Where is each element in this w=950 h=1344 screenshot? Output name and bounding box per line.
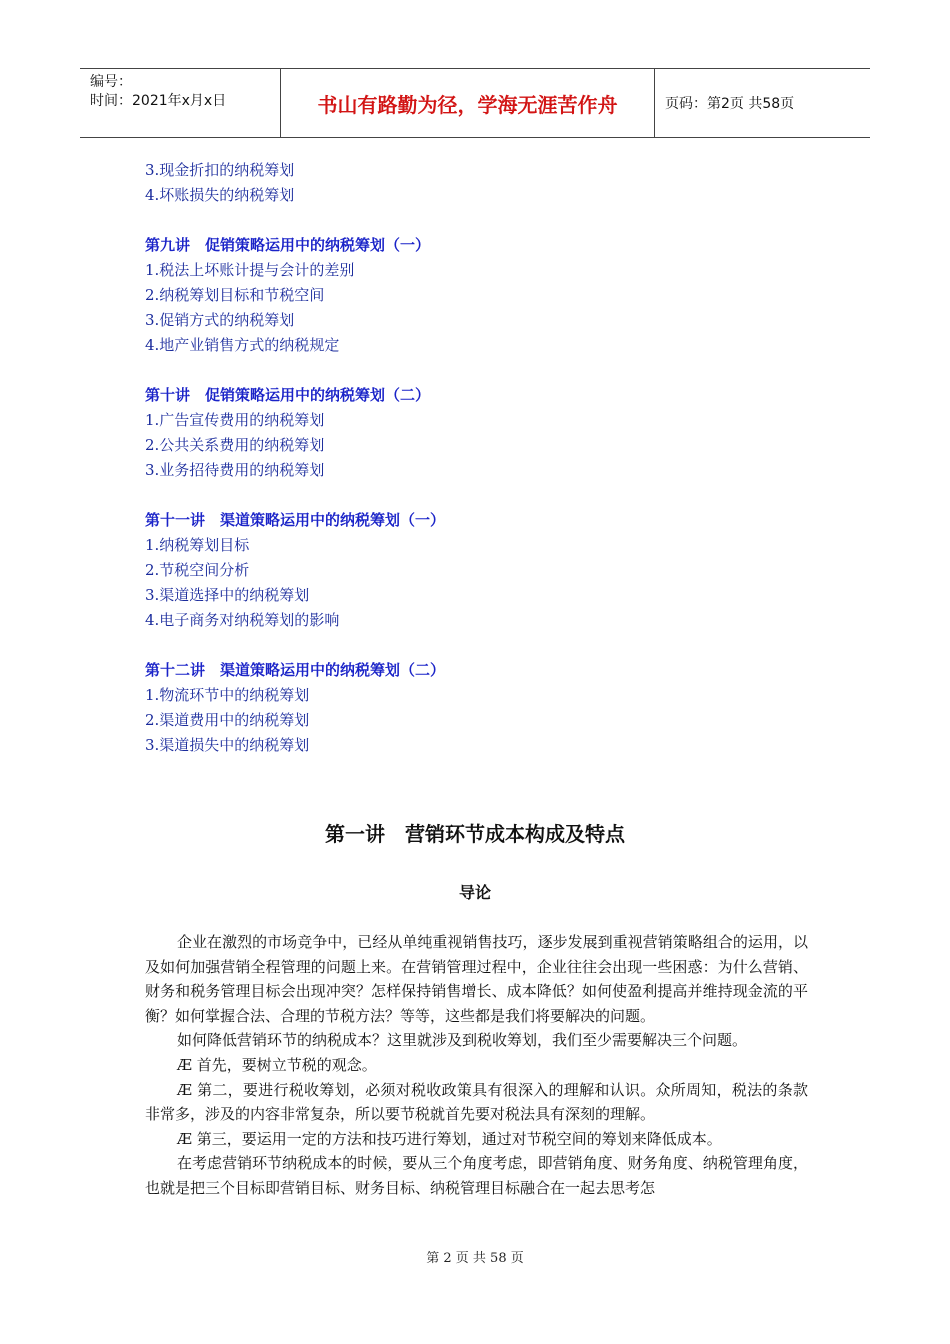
toc-item: 2.公共关系费用的纳税筹划: [145, 436, 325, 454]
toc-item: 2.渠道费用中的纳税筹划: [145, 711, 310, 729]
toc-item: 1.纳税筹划目标: [145, 536, 250, 554]
toc-lecture-title: 第十讲 促销策略运用中的纳税筹划（二）: [145, 386, 431, 404]
page-header: [80, 68, 870, 138]
toc-lecture-title: 第十二讲 渠道策略运用中的纳税筹划（二）: [145, 661, 446, 679]
toc-item: 3.业务招待费用的纳税筹划: [145, 461, 325, 479]
toc-item: 3.现金折扣的纳税筹划: [145, 161, 295, 179]
toc-item: 1.广告宣传费用的纳税筹划: [145, 411, 325, 429]
toc-item: 4.地产业销售方式的纳税规定: [145, 336, 340, 354]
toc-item: 3.渠道损失中的纳税筹划: [145, 736, 310, 754]
toc-spacer: [145, 483, 825, 508]
toc-lecture-title: 第十一讲 渠道策略运用中的纳税筹划（一）: [145, 511, 446, 529]
header-meta: [80, 69, 281, 137]
section-title: 导论: [458, 883, 491, 902]
toc-spacer: [145, 633, 825, 658]
toc-spacer: [145, 208, 825, 233]
body-paragraph: Æ 第三，要运用一定的方法和技巧进行筹划，通过对节税空间的筹划来降低成本。: [177, 1129, 722, 1148]
toc-item: 3.促销方式的纳税筹划: [145, 311, 295, 329]
toc-item: 3.渠道选择中的纳税筹划: [145, 586, 310, 604]
page-footer: 第 2 页 共 58 页: [426, 1251, 524, 1266]
body-paragraph: 如何降低营销环节的纳税成本？这里就涉及到税收筹划，我们至少需要解决三个问题。: [177, 1031, 748, 1050]
toc-item: 4.电子商务对纳税筹划的影响: [145, 611, 340, 629]
body-text: [145, 930, 808, 1201]
body-paragraph: Æ 首先，要树立节税的观念。: [177, 1055, 377, 1074]
header-motto: 书山有路勤为径，学海无涯苦作舟: [281, 69, 655, 137]
body-paragraph: 在考虑营销环节纳税成本的时候，要从三个角度考虑，即营销角度、财务角度、纳税管理角度，也就是把三个目标即营销目标、财务目标、纳税管理目标融合在一起去思考怎: [145, 1154, 808, 1197]
body-paragraph: Æ 第二，要进行税收筹划，必须对税收政策具有很深入的理解和认识。众所周知，税法的条款非常多，涉及的内容非常复杂，所以要节税就首先要对税法具有深刻的理解。: [145, 1080, 808, 1124]
toc-item: 1.税法上坏账计提与会计的差别: [145, 261, 355, 279]
toc-item: 4.坏账损失的纳税筹划: [145, 186, 295, 204]
table-of-contents: [145, 158, 825, 758]
toc-spacer: [145, 358, 825, 383]
header-page-info: 页码：第2页 共58页: [665, 96, 795, 112]
document-time-label: 时间：2021年x月x日: [90, 93, 227, 109]
toc-item: 2.纳税筹划目标和节税空间: [145, 286, 325, 304]
chapter-title: 第一讲 营销环节成本构成及特点: [325, 822, 625, 846]
document-number-label: 编号：: [90, 74, 132, 90]
toc-lecture-title: 第九讲 促销策略运用中的纳税筹划（一）: [145, 236, 431, 254]
toc-item: 2.节税空间分析: [145, 561, 250, 579]
body-paragraph: 企业在激烈的市场竞争中，已经从单纯重视销售技巧，逐步发展到重视营销策略组合的运用，以及如何加强营销全程管理的问题上来。在营销管理过程中，企业往往会出现一些困惑：为什么营销、财务和税务管理目标会出现冲突？怎样保持销售增长、成本降低？如何使盈利提高并维持现金流的平衡？如何掌握合法、合理的节税方法？等等，这些都是我们将要解决的问题。: [145, 933, 808, 1025]
toc-item: 1.物流环节中的纳税筹划: [145, 686, 310, 704]
